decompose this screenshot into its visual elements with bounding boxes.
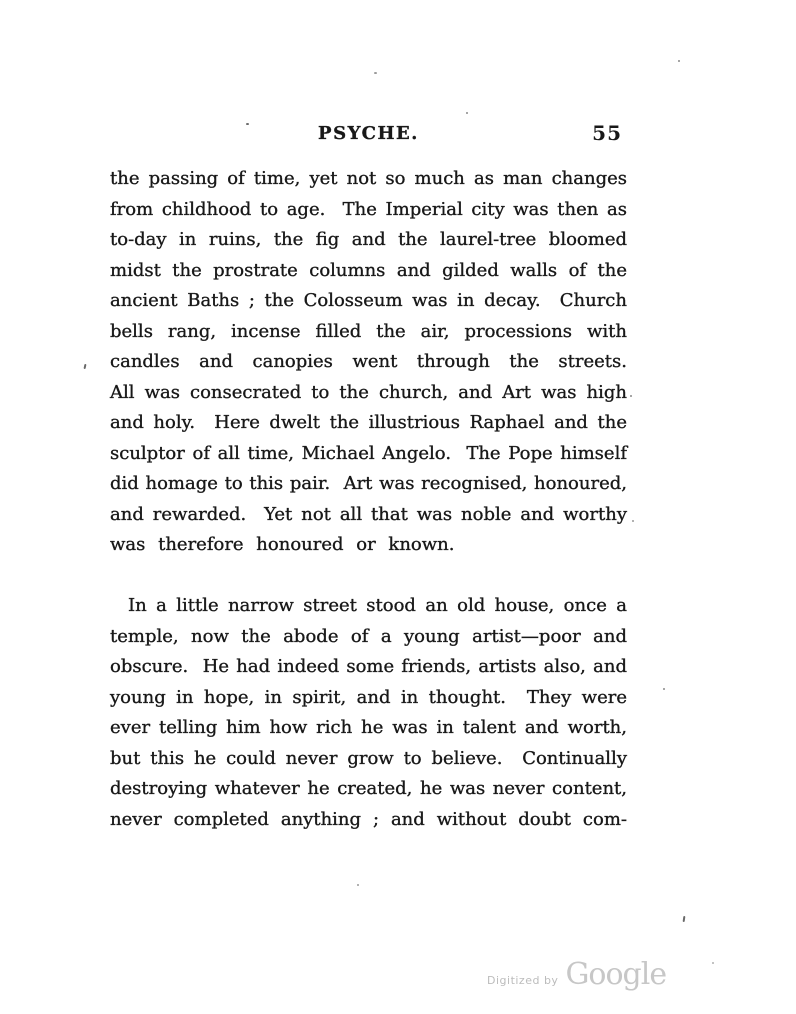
scan-artifact	[374, 72, 377, 74]
page-title: PSYCHE.	[318, 123, 419, 144]
text-line: temple, now the abode of a young artist—poor and	[110, 625, 627, 647]
digitized-by-label: Digitized by	[487, 974, 559, 987]
text-line: from childhood to age. The Imperial city was then as	[110, 198, 627, 220]
scan-artifact	[632, 520, 634, 522]
paragraph	[110, 591, 627, 835]
text-line: In a little narrow street stood an old house, once a	[128, 595, 627, 616]
text-line: candles and canopies went through the streets.	[110, 351, 627, 372]
scan-artifact	[663, 688, 665, 690]
text-line: bells rang, incense filled the air, processions with	[110, 320, 627, 342]
digitized-by-google-watermark	[487, 957, 666, 992]
paragraph	[110, 164, 627, 561]
text-line: the passing of time, yet not so much as man changes	[110, 168, 627, 189]
scan-artifact	[466, 112, 468, 114]
text-line: ancient Baths ; the Colosseum was in decay. Church	[110, 290, 627, 311]
text-line: sculptor of all time, Michael Angelo. The Pope himself	[110, 442, 627, 464]
scan-artifact	[683, 916, 686, 922]
scan-artifact	[84, 364, 87, 369]
text-line: did homage to this pair. Art was recognised, honoured,	[110, 473, 627, 494]
text-line: and rewarded. Yet not all that was noble and worthy	[110, 503, 627, 525]
text-line: to-day in ruins, the fig and the laurel-tree bloomed	[110, 229, 627, 250]
text-line: was therefore honoured or known.	[110, 534, 455, 555]
text-line: destroying whatever he created, he was never content,	[110, 778, 627, 799]
google-logo: Google	[565, 957, 667, 992]
scan-artifact	[357, 884, 359, 886]
body-text	[110, 164, 627, 835]
running-header	[110, 123, 627, 149]
text-line: midst the prostrate columns and gilded walls of the	[110, 259, 627, 281]
text-line: and holy. Here dwelt the illustrious Raphael and the	[110, 412, 627, 433]
text-line: young in hope, in spirit, and in thought. They were	[110, 686, 627, 708]
scan-artifact	[712, 962, 714, 964]
scan-artifact	[246, 123, 249, 125]
scan-artifact	[630, 395, 632, 397]
scan-artifact	[678, 60, 680, 62]
text-line: but this he could never grow to believe. Continually	[110, 747, 627, 769]
page-number: 55	[592, 121, 622, 145]
text-line: never completed anything ; and without doubt com-	[110, 808, 627, 830]
text-line: All was consecrated to the church, and Art was high	[110, 381, 627, 403]
text-line: ever telling him how rich he was in talent and worth,	[110, 717, 627, 738]
text-line: obscure. He had indeed some friends, artists also, and	[110, 656, 627, 677]
